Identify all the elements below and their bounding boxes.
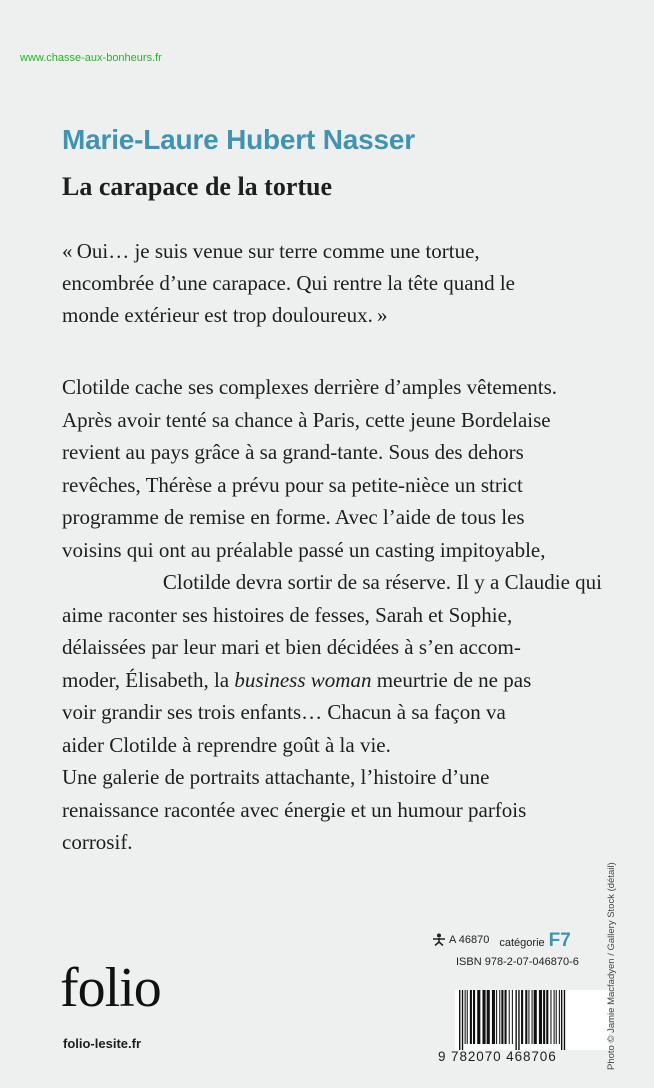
blurb-line: aider Clotilde à reprendre goût à la vie. [62, 732, 391, 757]
blurb-line [62, 664, 602, 697]
book-title: La carapace de la tortue [62, 172, 333, 201]
blurb-line: aime raconter ses histoires de fesses, Sarah et Sophie, [62, 602, 513, 627]
category-value: F7 [548, 930, 571, 951]
blurb-italic-text: business woman [234, 667, 372, 692]
blurb-line: corrosif. [62, 830, 133, 854]
blurb-line: Une galerie de portraits attachante, l’histoire d’une [62, 765, 490, 789]
blurb-text: moder, Élisabeth, la [62, 667, 235, 692]
barcode-bars [455, 990, 609, 1050]
author-name: Marie-Laure Hubert Nasser [62, 124, 415, 155]
blurb-line: délaissées par leur mari et bien décidées à s’en accom- [62, 635, 521, 659]
photo-credit: Photo © Jamie Macfadyen / Gallery Stock (détail) [606, 862, 617, 1070]
catalog-codes [432, 930, 579, 968]
blurb-line: Clotilde devra sortir de sa réserve. Il y a Claudie qui [162, 570, 602, 594]
watermark-url: www.chasse-aux-bonheurs.fr [20, 52, 162, 64]
category-label: catégorie [499, 937, 545, 949]
blurb-paragraph [62, 371, 602, 859]
publisher-site[interactable]: folio-lesite.fr [63, 1036, 142, 1051]
blurb-line: voisins qui ont au préalable passé un casting impitoyable, [62, 537, 546, 562]
back-cover-quote [62, 235, 602, 331]
blurb-line: voir grandir ses trois enfants… Chacun à sa façon va [62, 700, 506, 724]
figure-pictogram-icon [432, 933, 446, 946]
barcode-digits: 9 782070 468706 [438, 1049, 557, 1064]
catalog-reference [432, 933, 489, 946]
publisher-logo: folio [60, 957, 161, 1019]
quote-line: monde extérieur est trop douloureux. » [62, 303, 388, 327]
blurb-line: renaissance racontée avec énergie et un humour parfois [62, 797, 527, 822]
blurb-line: programme de remise en forme. Avec l’aide de tous les [62, 505, 525, 529]
barcode [455, 990, 609, 1050]
isbn: ISBN 978-2-07-046870-6 [456, 956, 579, 968]
reference-number: A 46870 [449, 933, 490, 946]
blurb-line: revient au pays grâce à sa grand-tante. Sous des dehors [62, 440, 524, 464]
blurb-text: meurtrie de ne pas [371, 667, 532, 692]
quote-line: « Oui… je suis venue sur terre comme une tortue, [62, 239, 480, 263]
quote-line: encombrée d’une carapace. Qui rentre la tête quand le [62, 271, 515, 295]
blurb-line: Clotilde cache ses complexes derrière d’amples vêtements. [62, 375, 558, 399]
blurb-line: revêches, Thérèse a prévu pour sa petite-nièce un strict [62, 472, 523, 497]
category [499, 930, 570, 952]
blurb-line: Après avoir tenté sa chance à Paris, cette jeune Bordelaise [62, 407, 551, 432]
